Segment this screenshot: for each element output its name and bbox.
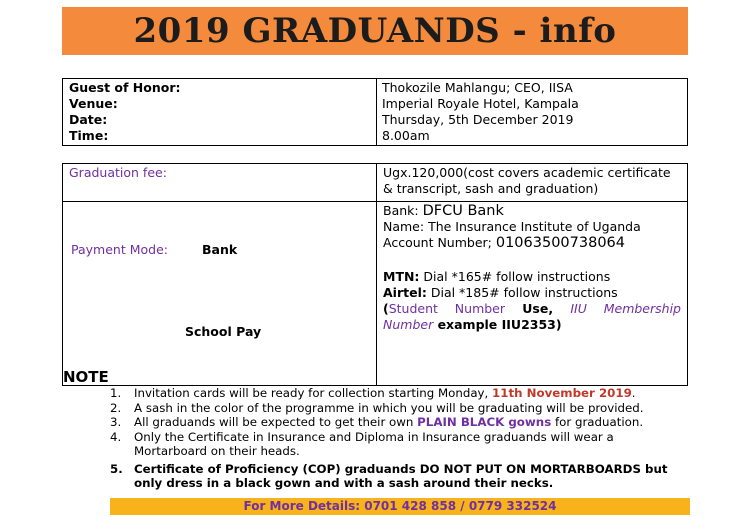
sp-example: example IIU2353) — [433, 317, 562, 332]
page-title: 2019 GRADUANDS - info — [133, 11, 617, 51]
bank-line — [383, 203, 681, 219]
bank-prefix: Bank: — [383, 203, 423, 218]
date-value: Thursday, 5th December 2019 — [382, 112, 574, 127]
account-name-line — [383, 219, 681, 235]
event-details-table — [62, 78, 688, 146]
account-number: 01063500738064 — [495, 235, 625, 251]
note-text-end: for graduation. — [551, 415, 644, 429]
note-text: Certificate of Proficiency (COP) graduands DO NOT PUT ON MORTARBOARDS but only dress in a black gown and with a sash around their necks. — [134, 461, 668, 490]
mtn-line — [383, 269, 681, 285]
note-heading: NOTE — [63, 368, 109, 386]
bank-name: DFCU Bank — [422, 203, 504, 219]
guest-label: Guest of Honor: — [69, 80, 181, 95]
airtel-label: Airtel: — [383, 285, 427, 300]
note-text-end: . — [631, 386, 636, 400]
venue-value: Imperial Royale Hotel, Kampala — [382, 96, 579, 111]
schoolpay-mode-label: School Pay — [185, 324, 262, 339]
fee-label: Graduation fee: — [63, 164, 377, 202]
date-label: Date: — [69, 112, 108, 127]
sp-use: Use, — [505, 301, 571, 316]
event-values-cell — [377, 79, 688, 146]
payment-mode-cell — [63, 202, 377, 386]
time-value: 8.00am — [382, 128, 430, 143]
note-highlight: PLAIN BLACK gowns — [417, 415, 552, 429]
note-number: 4. — [110, 429, 122, 444]
note-number: 3. — [110, 415, 122, 429]
mtn-text: Dial *165# follow instructions — [419, 269, 611, 284]
sp-iiu-membership: IIU Membership Number — [383, 301, 681, 332]
note-item-5 — [110, 462, 690, 491]
contact-footer: For More Details: 0701 428 858 / 0779 332524 — [110, 498, 690, 515]
payment-details-cell — [377, 202, 688, 386]
note-number: 1. — [110, 386, 122, 400]
note-item-2 — [110, 401, 690, 416]
airtel-line — [383, 285, 681, 301]
schoolpay-line — [383, 301, 681, 333]
venue-label: Venue: — [69, 96, 118, 111]
sp-student: Student Number — [388, 301, 506, 316]
note-text: A sash in the color of the programme in which you will be graduating will be provided. — [134, 400, 644, 415]
account-prefix: Account Number; — [383, 235, 496, 250]
name-prefix: Name: — [383, 219, 429, 234]
mtn-label: MTN: — [383, 269, 420, 284]
note-item-1 — [110, 386, 690, 401]
account-number-line — [383, 235, 681, 251]
note-number: 5. — [110, 461, 123, 476]
note-text: Invitation cards will be ready for collection starting Monday, — [134, 386, 493, 400]
account-name: The Insurance Institute of Uganda — [428, 219, 641, 234]
note-text: All graduands will be expected to get their own — [134, 415, 418, 429]
payment-mode-label: Payment Mode: — [71, 242, 168, 257]
time-label: Time: — [69, 128, 109, 143]
note-text: Only the Certificate in Insurance and Diploma in Insurance graduands will wear a Mortarboard on their heads. — [134, 429, 614, 458]
airtel-text: Dial *185# follow instructions — [426, 285, 618, 300]
note-item-4 — [110, 430, 690, 459]
title-banner — [62, 7, 688, 55]
notes-list — [110, 386, 690, 491]
payment-table — [62, 163, 688, 386]
sp-open: ( — [383, 301, 389, 316]
event-labels-cell — [63, 79, 377, 146]
guest-value: Thokozile Mahlangu; CEO, IISA — [382, 80, 573, 95]
note-highlight: 11th November 2019 — [492, 386, 632, 400]
bank-mode-label: Bank — [202, 242, 238, 257]
note-item-3 — [110, 415, 690, 430]
note-number: 2. — [110, 400, 122, 415]
fee-value: Ugx.120,000(cost covers academic certificate & transcript, sash and graduation) — [377, 164, 688, 202]
